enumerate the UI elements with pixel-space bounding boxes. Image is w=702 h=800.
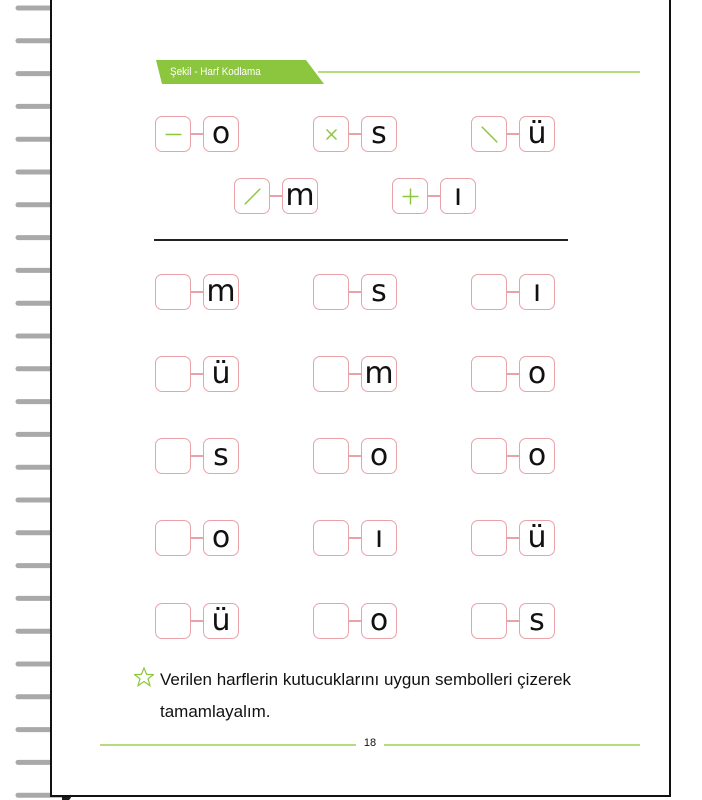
connector-line — [191, 133, 203, 135]
connector-line — [507, 537, 519, 539]
minus-icon — [157, 118, 190, 151]
backslash-icon — [473, 118, 506, 151]
empty-symbol-box[interactable] — [313, 603, 349, 639]
symbol-box — [471, 116, 507, 152]
symbol-box — [313, 116, 349, 152]
letter-box: ü — [203, 603, 239, 639]
plus-icon — [394, 180, 427, 213]
connector-line — [507, 133, 519, 135]
letter-box: s — [361, 274, 397, 310]
symbol-box — [392, 178, 428, 214]
letter-box: ı — [519, 274, 555, 310]
empty-symbol-box[interactable] — [313, 520, 349, 556]
letter-box: s — [519, 603, 555, 639]
letter-box: ı — [440, 178, 476, 214]
symbol-box — [234, 178, 270, 214]
empty-symbol-box[interactable] — [471, 438, 507, 474]
letter-box: o — [203, 116, 239, 152]
connector-line — [507, 620, 519, 622]
letter-box: ı — [361, 520, 397, 556]
times-icon — [315, 118, 348, 151]
section-title: Şekil - Harf Kodlama — [170, 66, 261, 78]
instruction-text: Verilen harflerin kutucuklarını uygun sembolleri çizerek tamamlayalım. — [160, 670, 572, 721]
connector-line — [349, 455, 361, 457]
letter-box: o — [361, 438, 397, 474]
empty-symbol-box[interactable] — [313, 356, 349, 392]
connector-line — [191, 537, 203, 539]
connector-line — [428, 195, 440, 197]
connector-line — [507, 291, 519, 293]
empty-symbol-box[interactable] — [471, 520, 507, 556]
footer-rule-left — [100, 744, 356, 746]
connector-line — [349, 620, 361, 622]
page-number: 18 — [363, 737, 377, 749]
letter-box: m — [282, 178, 318, 214]
empty-symbol-box[interactable] — [155, 438, 191, 474]
letter-box: o — [361, 603, 397, 639]
connector-line — [507, 455, 519, 457]
header-rule — [318, 71, 640, 73]
empty-symbol-box[interactable] — [155, 274, 191, 310]
connector-line — [191, 373, 203, 375]
letter-box: m — [361, 356, 397, 392]
connector-line — [349, 373, 361, 375]
connector-line — [349, 133, 361, 135]
empty-symbol-box[interactable] — [155, 356, 191, 392]
empty-symbol-box[interactable] — [155, 603, 191, 639]
connector-line — [349, 291, 361, 293]
letter-box: ü — [519, 520, 555, 556]
letter-box: s — [203, 438, 239, 474]
letter-box: ü — [203, 356, 239, 392]
empty-symbol-box[interactable] — [155, 520, 191, 556]
empty-symbol-box[interactable] — [313, 274, 349, 310]
connector-line — [507, 373, 519, 375]
letter-box: m — [203, 274, 239, 310]
empty-symbol-box[interactable] — [471, 356, 507, 392]
connector-line — [191, 455, 203, 457]
empty-symbol-box[interactable] — [471, 603, 507, 639]
connector-line — [191, 291, 203, 293]
letter-box: o — [519, 356, 555, 392]
letter-box: s — [361, 116, 397, 152]
symbol-box — [155, 116, 191, 152]
empty-symbol-box[interactable] — [471, 274, 507, 310]
letter-box: o — [519, 438, 555, 474]
connector-line — [270, 195, 282, 197]
star-icon — [134, 667, 154, 687]
footer-rule-right — [384, 744, 640, 746]
key-divider — [154, 239, 568, 241]
slash-icon — [236, 180, 269, 213]
empty-symbol-box[interactable] — [313, 438, 349, 474]
letter-box: o — [203, 520, 239, 556]
connector-line — [191, 620, 203, 622]
letter-box: ü — [519, 116, 555, 152]
connector-line — [349, 537, 361, 539]
